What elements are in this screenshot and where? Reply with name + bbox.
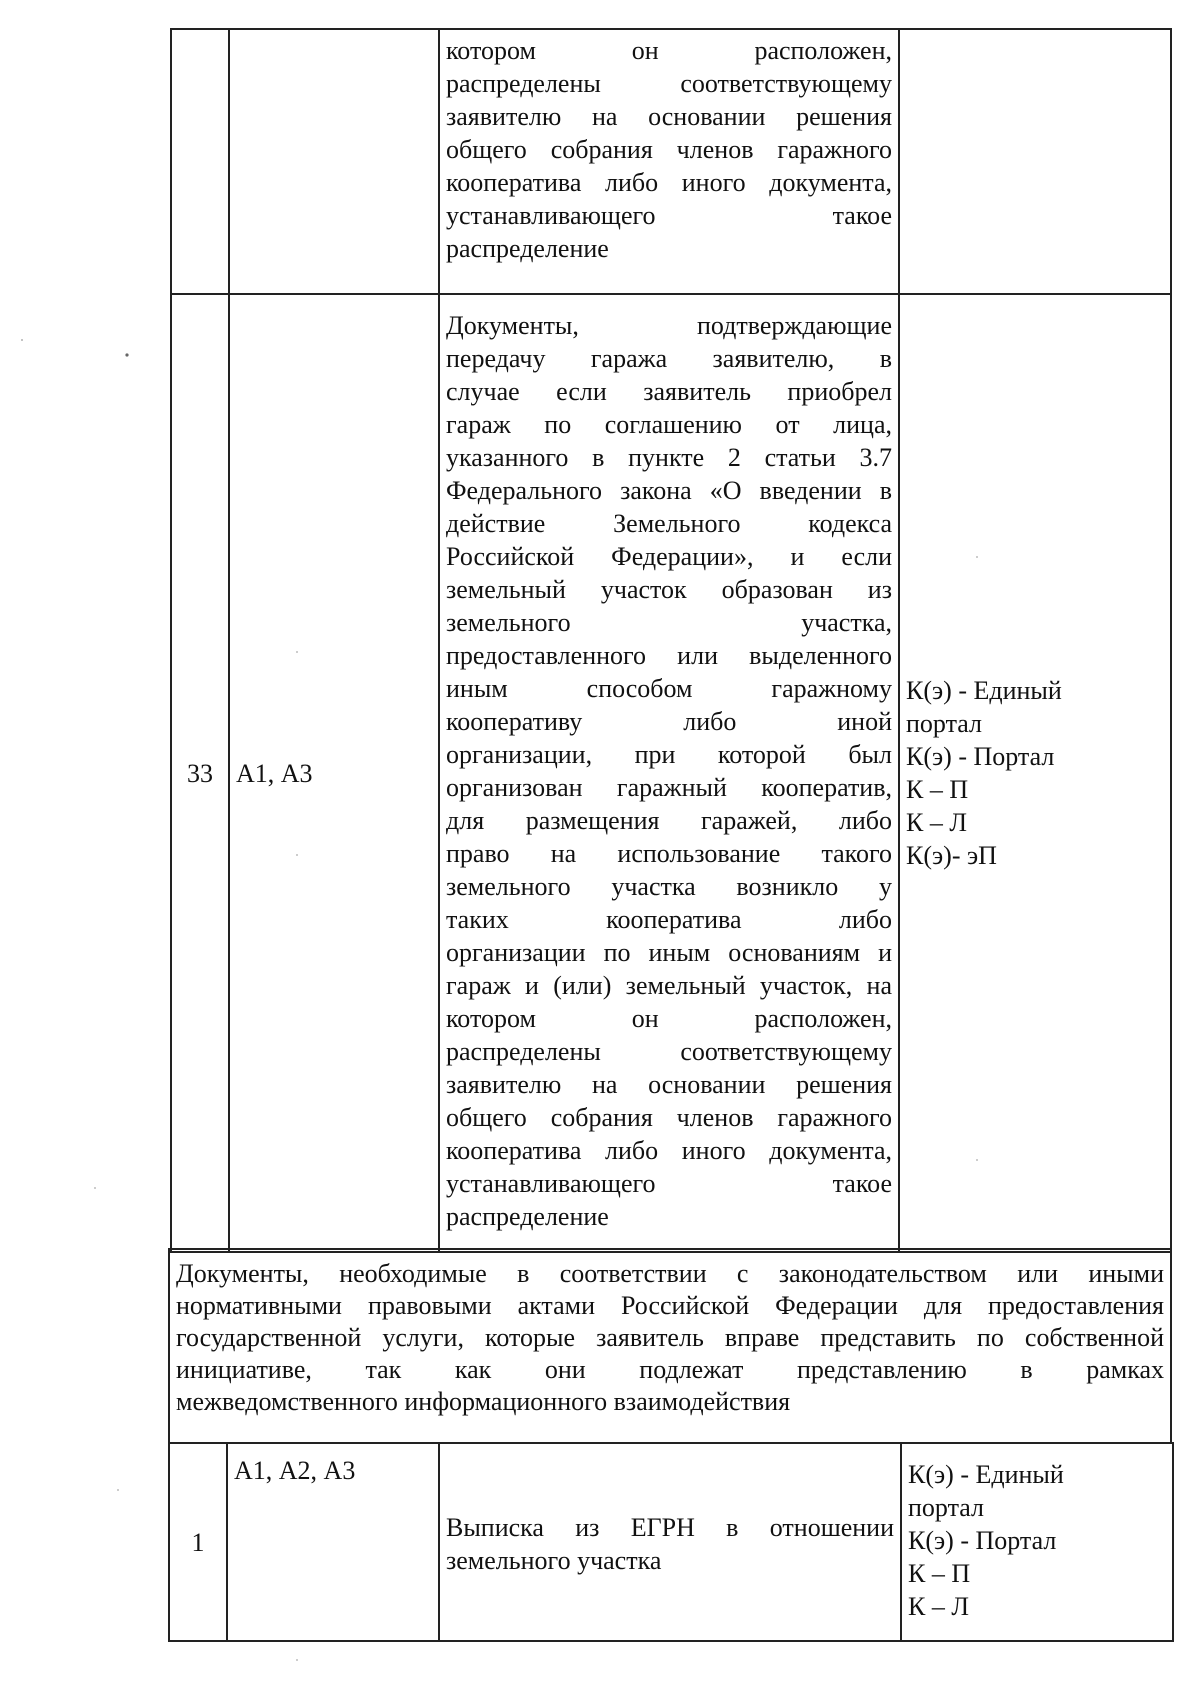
section-heading-row [169, 1249, 1171, 1443]
row-number-cell [171, 29, 229, 294]
document-description-cell [439, 294, 899, 1252]
description-line: кооперативу либо иной [446, 707, 892, 736]
description-line: указанного в пункте 2 статьи 3.7 [446, 443, 892, 472]
description-line: случае если заявитель приобрел [446, 377, 892, 406]
table-row-1 [169, 1443, 1173, 1641]
applicant-codes-cell: А1, А3 [229, 294, 439, 1252]
description-line: таких кооператива либо [446, 905, 892, 934]
submission-channels-cell [899, 294, 1171, 1252]
description-line: гараж по соглашению от лица, [446, 410, 892, 439]
table-row-continued [171, 29, 1171, 294]
scan-speck [21, 339, 23, 341]
channel-item: К(э)- эП [906, 841, 997, 870]
description-line: действие Земельного кодекса [446, 509, 892, 538]
description-line: устанавливающего такое [446, 201, 892, 230]
table-row-33 [171, 294, 1171, 1252]
description-line: Российской Федерации», и если [446, 542, 892, 571]
document-description-cell [439, 29, 899, 294]
description-line: организации, при которой был [446, 740, 892, 769]
submission-channels-cell [901, 1443, 1173, 1641]
channel-item: портал [908, 1493, 984, 1522]
scan-speck [125, 353, 128, 356]
section-heading-line: государственной услуги, которые заявитель вправе представить по собственной [176, 1323, 1164, 1352]
scan-speck [117, 1489, 119, 1491]
documents-table [170, 28, 1172, 1253]
description-line: котором он расположен, [446, 1004, 892, 1033]
description-line: распределение [446, 1202, 609, 1231]
description-line: кооператива либо иного документа, [446, 168, 892, 197]
section-heading-line: инициативе, так как они подлежат представлению в рамках [176, 1355, 1164, 1384]
description-line: распределение [446, 234, 609, 263]
applicant-codes-cell: А1, А2, А3 [227, 1443, 439, 1641]
applicant-codes-cell [229, 29, 439, 294]
description-line: земельного участка [446, 1546, 662, 1575]
description-line: для размещения гаражей, либо [446, 806, 892, 835]
channel-item: К(э) - Портал [906, 742, 1055, 771]
section-heading-line: Документы, необходимые в соответствии с законодательством или иными [176, 1259, 1164, 1288]
channel-item: К(э) - Портал [908, 1526, 1057, 1555]
channel-item: К(э) - Единый [906, 676, 1062, 705]
section-heading [169, 1249, 1171, 1443]
channel-item: К – Л [906, 808, 967, 837]
description-line: земельный участок образован из [446, 575, 892, 604]
description-line: Документы, подтверждающие [446, 311, 892, 340]
row-number-cell: 1 [169, 1443, 227, 1641]
section-heading-table [168, 1248, 1172, 1444]
description-line: заявителю на основании решения [446, 102, 892, 131]
channel-item: портал [906, 709, 982, 738]
section-heading-line: нормативными правовыми актами Российской Федерации для предоставления [176, 1291, 1164, 1320]
description-line: распределены соответствующему [446, 1037, 892, 1066]
description-line: кооператива либо иного документа, [446, 1136, 892, 1165]
description-line: гараж и (или) земельный участок, на [446, 971, 892, 1000]
channel-item: К – П [906, 775, 969, 804]
description-line: котором он расположен, [446, 36, 892, 65]
description-line: устанавливающего такое [446, 1169, 892, 1198]
description-line: Выписка из ЕГРН в отношении [446, 1513, 894, 1542]
channel-item: К – Л [908, 1592, 969, 1621]
description-line: право на использование такого [446, 839, 892, 868]
description-line: распределены соответствующему [446, 69, 892, 98]
description-line: общего собрания членов гаражного [446, 135, 892, 164]
interagency-documents-table [168, 1442, 1174, 1642]
description-line: земельного участка, [446, 608, 892, 637]
description-line: земельного участка возникло у [446, 872, 892, 901]
scan-speck [296, 1659, 298, 1661]
document-description-cell [439, 1443, 901, 1641]
scan-speck [94, 1187, 96, 1189]
description-line: иным способом гаражному [446, 674, 892, 703]
description-line: организован гаражный кооператив, [446, 773, 892, 802]
row-number-cell: 33 [171, 294, 229, 1252]
submission-channels-cell [899, 29, 1171, 294]
section-heading-line: межведомственного информационного взаимодействия [176, 1387, 791, 1416]
channel-item: К – П [908, 1559, 971, 1588]
description-line: передачу гаража заявителю, в [446, 344, 892, 373]
description-line: общего собрания членов гаражного [446, 1103, 892, 1132]
channel-item: К(э) - Единый [908, 1460, 1064, 1489]
description-line: заявителю на основании решения [446, 1070, 892, 1099]
description-line: организации по иным основаниям и [446, 938, 892, 967]
description-line: предоставленного или выделенного [446, 641, 892, 670]
description-line: Федерального закона «О введении в [446, 476, 892, 505]
